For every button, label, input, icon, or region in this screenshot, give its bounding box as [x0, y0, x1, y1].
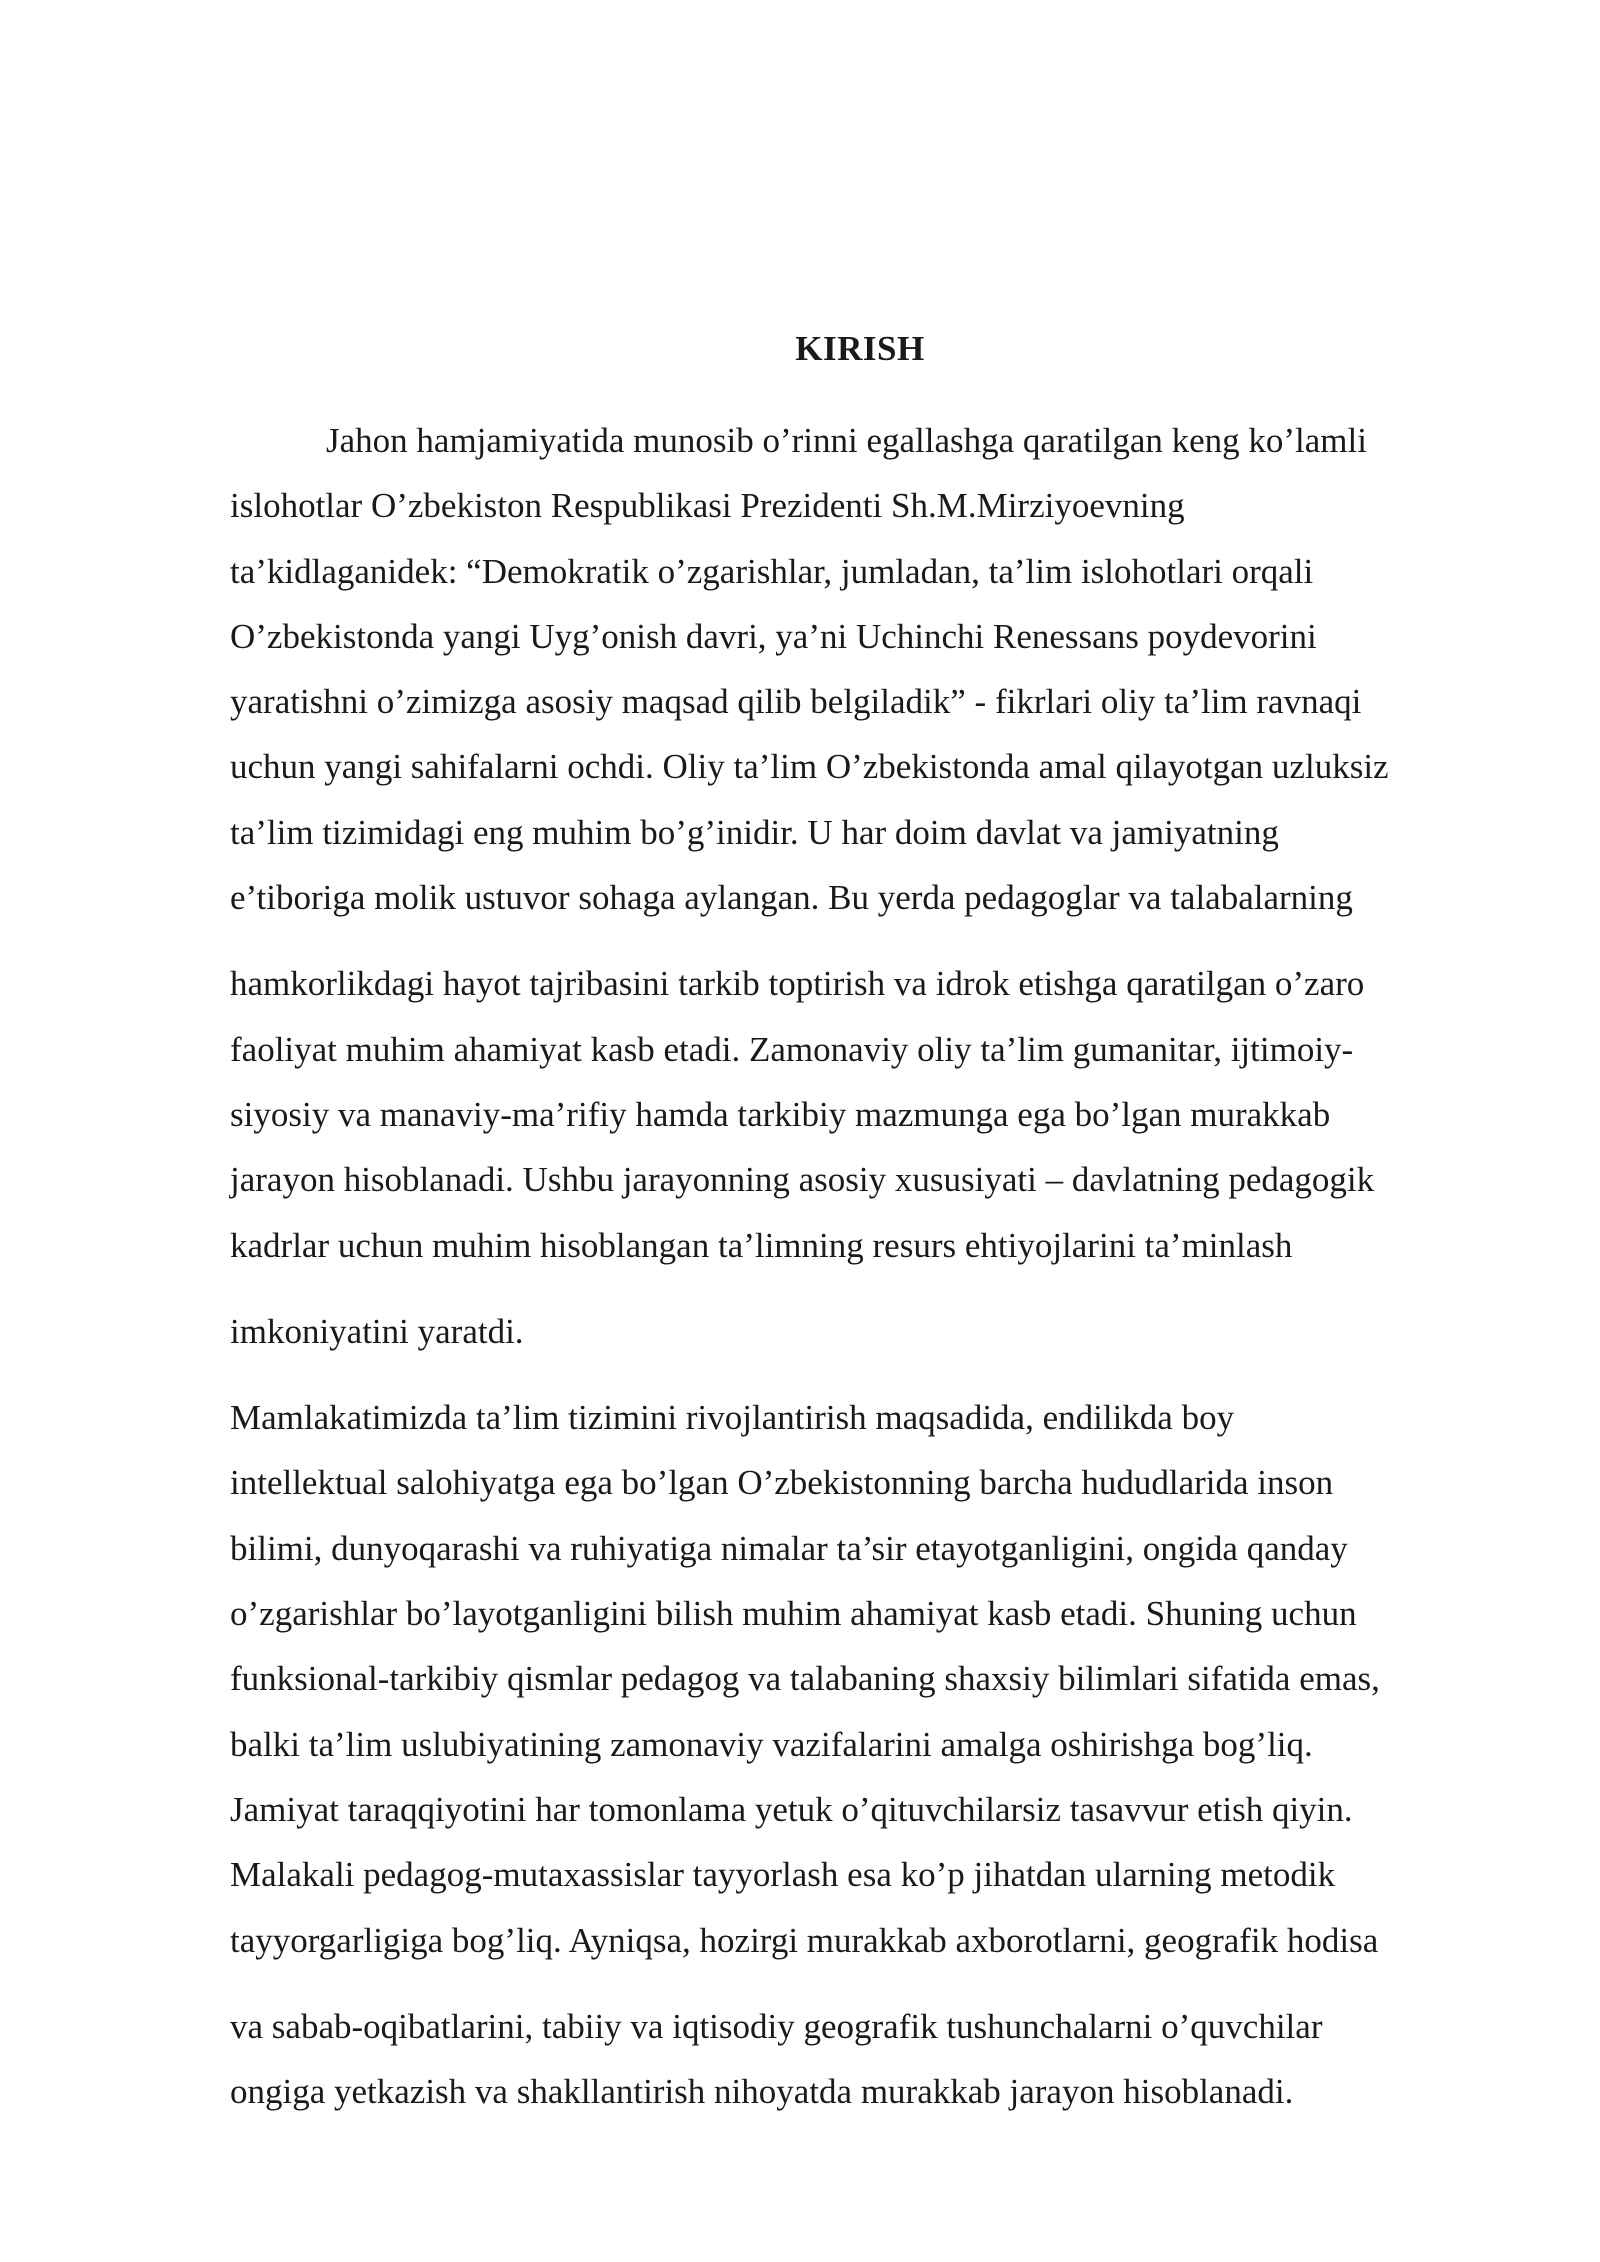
text-line: faoliyat muhim ahamiyat kasb etadi. Zamonaviy oliy ta’lim gumanitar, ijtimoiy- — [230, 1029, 1354, 1069]
text-line: hamkorlikdagi hayot tajribasini tarkib toptirish va idrok etishga qaratilgan o’zaro — [230, 964, 1365, 1004]
text-line: e’tiboriga molik ustuvor sohaga aylangan. Bu yerda pedagoglar va talabalarning — [230, 878, 1353, 918]
text-line: balki ta’lim uslubiyatining zamonaviy vazifalarini amalga oshirishga bog’liq. — [230, 1724, 1313, 1764]
text-line: Jamiyat taraqqiyotini har tomonlama yetuk o’qituvchilarsiz tasavvur etish qiyin. — [230, 1789, 1353, 1829]
text-line: Jahon hamjamiyatida munosib o’rinni egallashga qaratilgan keng ko’lamli — [326, 421, 1367, 460]
document-title: KIRISH — [795, 329, 925, 368]
text-line: funksional-tarkibiy qismlar pedagog va talabaning shaxsiy bilimlari sifatida emas, — [230, 1659, 1380, 1699]
document-body — [230, 408, 1530, 2124]
text-line: ongiga yetkazish va shakllantirish nihoyatda murakkab jarayon hisoblanadi. — [230, 2072, 1294, 2112]
text-line: islohotlar O’zbekiston Respublikasi Prezidenti Sh.M.Mirziyoevning — [230, 486, 1185, 526]
text-line: jarayon hisoblanadi. Ushbu jarayonning asosiy xususiyati – davlatning pedagogik — [230, 1160, 1375, 1200]
text-line: yaratishni o’zimizga asosiy maqsad qilib belgiladik” - fikrlari oliy ta’lim ravnaqi — [230, 682, 1362, 722]
text-line: Malakali pedagog-mutaxassislar tayyorlash esa ko’p jihatdan ularning metodik — [230, 1855, 1336, 1895]
text-line: bilimi, dunyoqarashi va ruhiyatiga nimalar ta’sir etayotganligini, ongida qanday — [230, 1528, 1348, 1568]
text-line: ta’kidlaganidek: “Demokratik o’zgarishlar, jumladan, ta’lim islohotlari orqali — [230, 551, 1314, 591]
text-line: tayyorgarligiga bog’liq. Ayniqsa, hozirgi murakkab axborotlarni, geografik hodisa — [230, 1920, 1379, 1960]
text-line: intellektual salohiyatga ega bo’lgan O’zbekistonning barcha hududlarida inson — [230, 1463, 1334, 1503]
text-line: ta’lim tizimidagi eng muhim bo’g’inidir. U har doim davlat va jamiyatning — [230, 812, 1279, 852]
text-line: O’zbekistonda yangi Uyg’onish davri, ya’ni Uchinchi Renessans poydevorini — [230, 616, 1317, 656]
text-line: imkoniyatini yaratdi. — [230, 1311, 524, 1351]
text-line: o’zgarishlar bo’layotganligini bilish muhim ahamiyat kasb etadi. Shuning uchun — [230, 1594, 1357, 1634]
text-line: uchun yangi sahifalarni ochdi. Oliy ta’lim O’zbekistonda amal qilayotgan uzluksiz — [230, 747, 1389, 787]
text-line: va sabab-oqibatlarini, tabiiy va iqtisodiy geografik tushunchalarni o’quvchilar — [230, 2006, 1323, 2046]
text-line: kadrlar uchun muhim hisoblangan ta’limning resurs ehtiyojlarini ta’minlash — [230, 1225, 1293, 1265]
text-line: Mamlakatimizda ta’lim tizimini rivojlantirish maqsadida, endilikda boy — [230, 1398, 1235, 1438]
text-line: siyosiy va manaviy-ma’rifiy hamda tarkibiy mazmunga ega bo’lgan murakkab — [230, 1094, 1331, 1134]
